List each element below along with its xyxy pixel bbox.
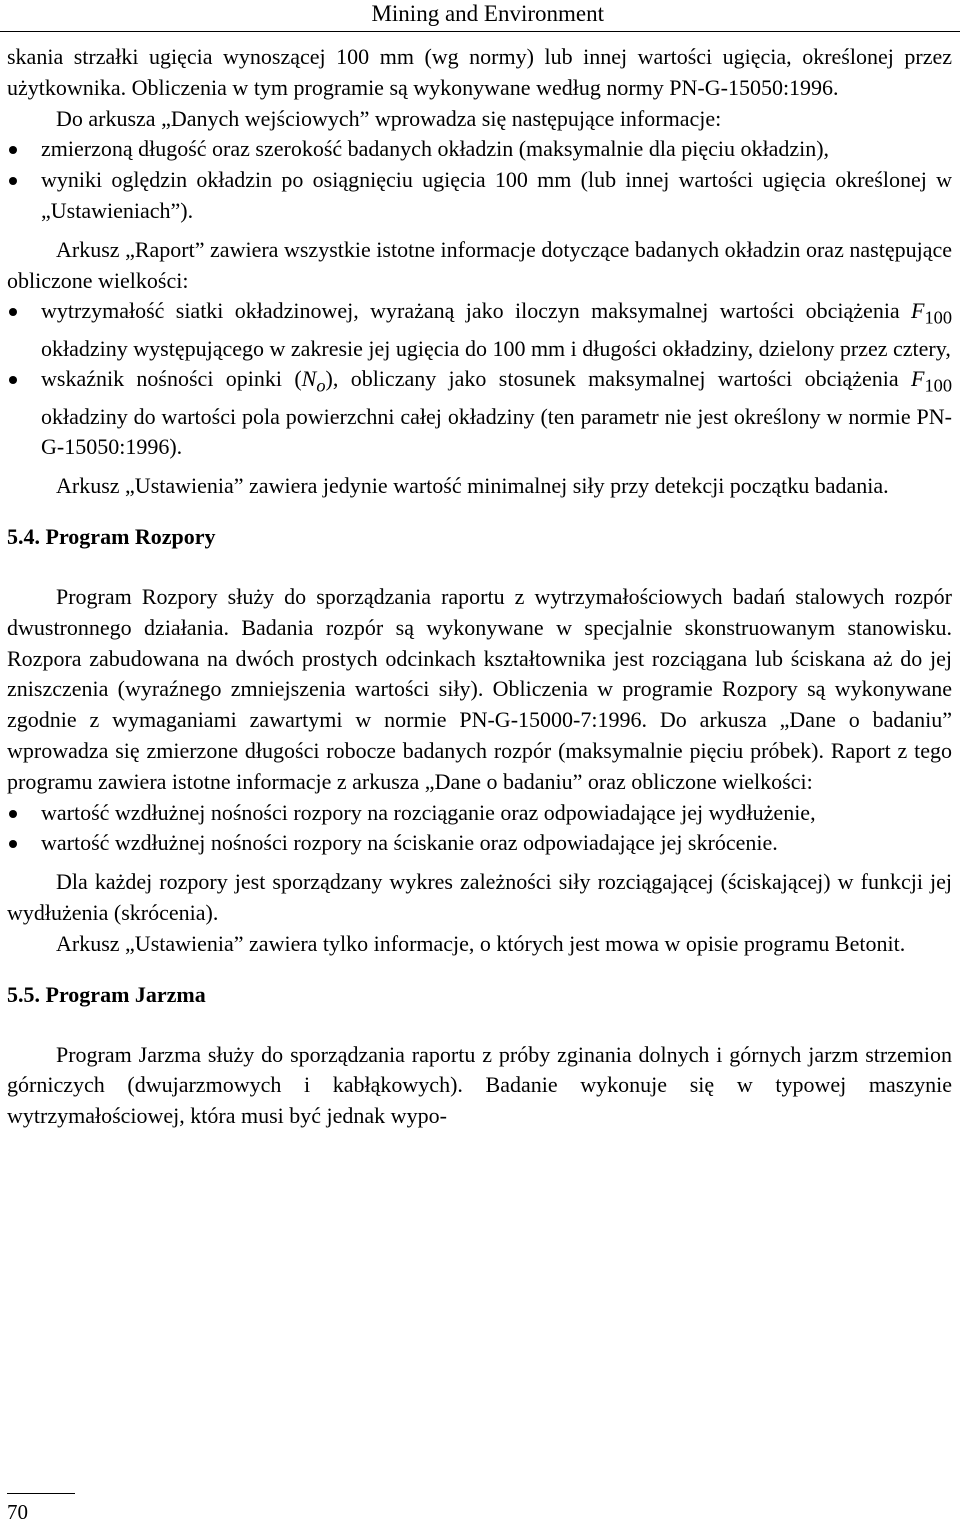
bullet-icon — [9, 177, 17, 185]
list-item-text: wskaźnik nośności opinki ( — [41, 366, 302, 392]
footer-rule — [7, 1493, 75, 1494]
paragraph-3: Arkusz „Raport” zawiera wszystkie istotne informacje dotyczące badanych okładzin oraz następujące obliczone wielkości: — [7, 236, 952, 293]
body-text — [7, 42, 952, 1132]
list-item-text: ), obliczany jako stosunek maksymalnej wartości obciążenia — [325, 366, 912, 392]
bullet-icon — [9, 308, 17, 316]
variable-subscript: 100 — [924, 307, 952, 328]
bullet-icon — [9, 840, 17, 848]
variable-subscript: 100 — [924, 375, 952, 396]
section-heading-5-5: 5.5. Program Jarzma — [7, 981, 206, 1007]
paragraph-5: Program Rozpory służy do sporządzania raportu z wytrzymałościowych badań stalowych rozpór dwustronnego działania. Badania rozpór są wykonywane w specjalnie skonstruowanym stanowisku. Rozpora zabudowana na dwóch prostych odcinkach kształtownika jest rozciągana lub ściskana aż do jej zniszczenia (wyraźnego zmniejszenia wartości siły). Obliczenia w programie Rozpory są wykonywane zgodnie z wymaganiami zawartymi w normie PN-G-15000-7:1996. Do arkusza „Dane o badaniu” wprowadza się zmierzone długości robocze badanych rozpór (maksymalnie pięciu próbek). Raport z tego programu zawiera istotne informacje z arkusza „Dane o badaniu” oraz obliczone wielkości: — [7, 583, 952, 794]
bullet-list-1 — [7, 134, 952, 226]
list-item-text: okładziny do wartości pola powierzchni całej okładziny (ten parametr nie jest określony w normie PN-G-15050:1996). — [41, 403, 952, 460]
list-item-text: wyniki oględzin okładzin po osiągnięciu ugięcia 100 mm (lub innej wartości ugięcia określonej w „Ustawieniach”). — [41, 167, 952, 223]
running-header: Mining and Environment — [371, 1, 604, 26]
bullet-icon — [9, 810, 17, 818]
list-item-text: wartość wzdłużnej nośności rozpory na rozciąganie oraz odpowiadające jej wydłużenie, — [41, 799, 816, 825]
paragraph-1: skania strzałki ugięcia wynoszącej 100 mm (wg normy) lub innej wartości ugięcia, określonej przez użytkownika. Obliczenia w tym programie są wykonywane według normy PN-G-15050:1996. — [7, 44, 952, 100]
paragraph-6: Dla każdej rozpory jest sporządzany wykres zależności siły rozciągającej (ściskającej) w funkcji jej wydłużenia (skrócenia). — [7, 869, 952, 925]
variable-f: F — [911, 298, 925, 324]
list-item — [7, 296, 952, 364]
bullet-icon — [9, 376, 17, 384]
list-item-text: wytrzymałość siatki okładzinowej, wyrażaną jako iloczyn maksymalnej wartości obciążenia — [41, 298, 912, 324]
section-heading-5-4: 5.4. Program Rozpory — [7, 523, 216, 549]
header-rule — [0, 31, 960, 32]
variable-f: F — [911, 366, 925, 392]
list-item — [7, 165, 952, 227]
page-number: 70 — [7, 1500, 28, 1524]
bullet-list-3 — [7, 798, 952, 860]
bullet-list-2 — [7, 296, 952, 463]
paragraph-2: Do arkusza „Danych wejściowych” wprowadza się następujące informacje: — [56, 105, 722, 131]
list-item-text: okładziny występującego w zakresie jej ugięcia do 100 mm i długości okładziny, dzielony przez cztery, — [41, 335, 951, 361]
paragraph-7: Arkusz „Ustawienia” zawiera tylko informacje, o których jest mowa w opisie programu Betonit. — [56, 930, 906, 956]
list-item — [7, 798, 952, 829]
paragraph-4: Arkusz „Ustawienia” zawiera jedynie wartość minimalnej siły przy detekcji początku badania. — [56, 473, 889, 499]
list-item — [7, 828, 952, 859]
list-item-text: wartość wzdłużnej nośności rozpory na ściskanie oraz odpowiadające jej skrócenie. — [41, 830, 778, 856]
list-item — [7, 134, 952, 165]
list-item-text: zmierzoną długość oraz szerokość badanych okładzin (maksymalnie dla pięciu okładzin), — [41, 136, 830, 162]
bullet-icon — [9, 146, 17, 154]
variable-subscript: o — [316, 375, 326, 396]
paragraph-8: Program Jarzma służy do sporządzania raportu z próby zginania dolnych i górnych jarzm strzemion górniczych (dwujarzmowych i kabłąkowych). Badanie wykonuje się w typowej maszynie wytrzymałościowej, która musi być jednak wypo- — [7, 1041, 952, 1129]
list-item — [7, 364, 952, 463]
variable-n: N — [301, 366, 317, 392]
